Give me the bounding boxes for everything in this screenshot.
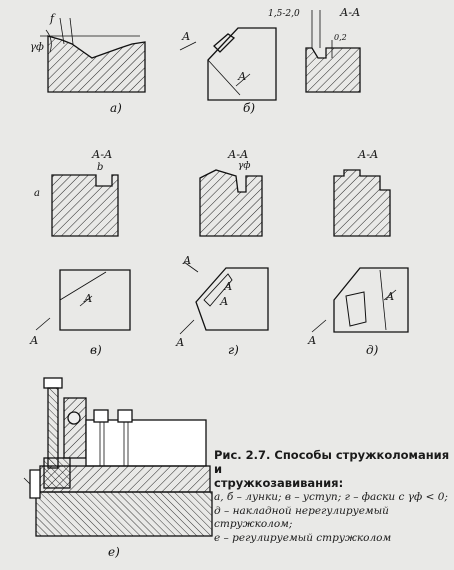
panel-g-section xyxy=(200,170,262,236)
caption-line-1: а, б – лунки; в – уступ; г – фаски с γф < 0; xyxy=(214,491,448,503)
section-label-top: А-А xyxy=(340,6,361,19)
section-label-g: А-А xyxy=(228,148,249,161)
view-arrow-g2: А xyxy=(224,280,233,293)
view-arrow-d2: А xyxy=(308,334,317,347)
label-b: б) xyxy=(243,101,256,115)
view-arrow-d: А xyxy=(386,290,395,303)
figure-caption xyxy=(214,448,450,545)
view-arrow-b2: А xyxy=(238,70,247,83)
panel-e xyxy=(24,378,212,536)
label-g: г) xyxy=(228,343,239,357)
view-arrow-b1: А xyxy=(182,30,191,43)
panel-v-section xyxy=(52,175,118,236)
label-d: д) xyxy=(366,343,379,357)
panel-a xyxy=(40,18,145,92)
view-arrow-g4: А xyxy=(176,336,185,349)
view-arrow-g1: А xyxy=(183,254,192,267)
panel-b xyxy=(180,28,276,100)
label-e: е) xyxy=(108,545,120,559)
caption-title-2: стружкозавивания: xyxy=(214,476,344,490)
view-arrow-g3: А xyxy=(220,295,229,308)
label-a: а) xyxy=(110,101,122,115)
view-arrow-v: А xyxy=(84,292,93,305)
caption-line-3: е – регулируемый стружколом xyxy=(214,532,392,544)
dim-depth: 0,2 xyxy=(334,33,347,42)
section-label-v: А-А xyxy=(92,148,113,161)
dim-a: a xyxy=(34,188,40,199)
dim-b: b xyxy=(97,162,104,173)
panel-section-top xyxy=(306,10,360,92)
label-v: в) xyxy=(90,343,102,357)
dim-f: f xyxy=(50,12,55,25)
dim-width: 1,5-2,0 xyxy=(268,9,300,19)
caption-line-2: д – накладной нерегулируемый стружколом; xyxy=(214,505,389,530)
caption-title-1: Рис. 2.7. Способы стружколомания и xyxy=(214,448,450,476)
dim-gamma-g: γф xyxy=(238,161,251,171)
view-arrow-v2: А xyxy=(30,334,39,347)
dim-gamma-a: γф xyxy=(30,42,44,53)
panel-v-plan xyxy=(36,270,130,330)
panel-d-section xyxy=(334,170,390,236)
section-label-d: А-А xyxy=(358,148,379,161)
